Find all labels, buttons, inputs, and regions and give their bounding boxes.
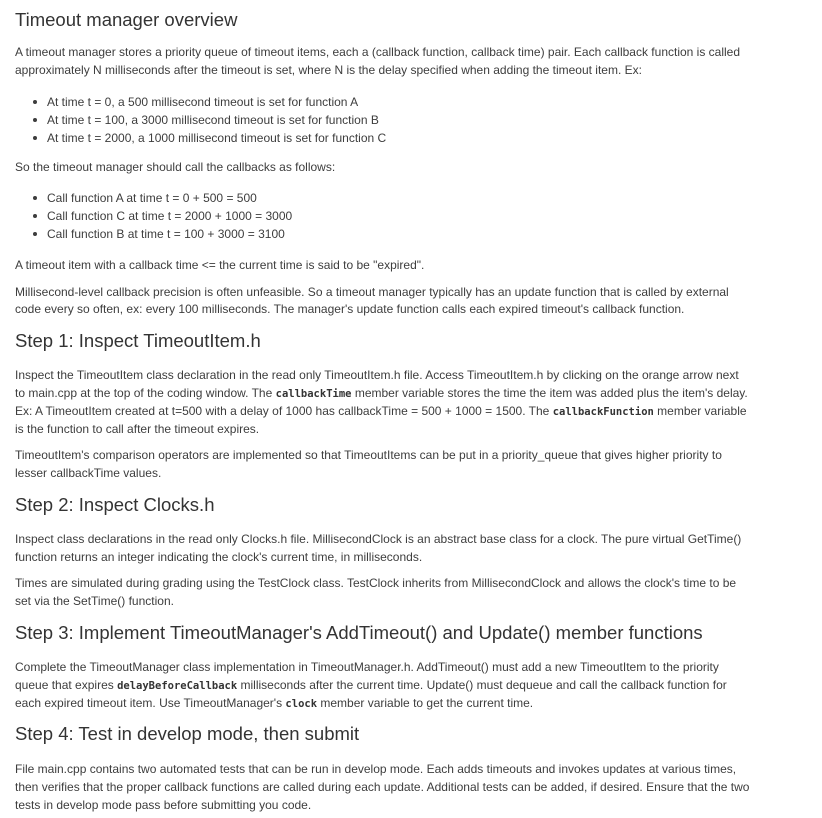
clock-code: clock (285, 698, 318, 710)
list-item: Call function B at time t = 100 + 3000 = 3100 (33, 225, 292, 243)
step1-para2-line-2: lesser callbackTime values. (15, 466, 162, 480)
precision-line-2: code every so often, ex: every 100 milliseconds. The manager's update function calls each expired timeout's callback function. (15, 302, 685, 316)
precision-line-1: Millisecond-level callback precision is often unfeasible. So a timeout manager typically has an update function that is called by external (15, 285, 729, 299)
overview-intro-line-1: A timeout manager stores a priority queue of timeout items, each a (callback function, callback time) pair. Each callback function is called (15, 45, 741, 59)
step1-line-1: Inspect the TimeoutItem class declaration in the read only TimeoutItem.h file. Access TimeoutItem.h by clicking on the orange arrow next (15, 368, 739, 382)
list-item: Call function C at time t = 2000 + 1000 = 3000 (33, 207, 292, 225)
list-item: At time t = 2000, a 1000 millisecond timeout is set for function C (33, 129, 386, 147)
step2-heading: Step 2: Inspect Clocks.h (15, 494, 215, 515)
list-item: At time t = 100, a 3000 millisecond timeout is set for function B (33, 111, 386, 129)
step1-line-4: is the function to call after the timeout expires. (15, 422, 260, 436)
step2-para2-line-1: Times are simulated during grading using the TestClock class. TestClock inherits from MillisecondClock and allows the clock's time to be (15, 576, 737, 590)
list-item: At time t = 0, a 500 millisecond timeout is set for function A (33, 93, 386, 111)
step1-heading: Step 1: Inspect TimeoutItem.h (15, 330, 261, 351)
list-item: Call function A at time t = 0 + 500 = 500 (33, 189, 292, 207)
callbacktime-code: callbackTime (275, 388, 352, 400)
example-timeouts-list (33, 93, 386, 147)
step1-para2-line-1: TimeoutItem's comparison operators are implemented so that TimeoutItems can be put in a priority_queue that gives higher priority to (15, 448, 722, 462)
step2-para2-line-2: set via the SetTime() function. (15, 594, 174, 608)
expired-definition: A timeout item with a callback time <= the current time is said to be "expired". (15, 258, 425, 272)
step3-line-2: queue that expires delayBeforeCallback milliseconds after the current time. Update() must dequeue and call the callback function for (15, 678, 727, 692)
overview-heading: Timeout manager overview (15, 9, 238, 30)
callbackfunction-code: callbackFunction (552, 406, 654, 418)
step1-line-3: Ex: A TimeoutItem created at t=500 with a delay of 1000 has callbackTime = 500 + 1000 = 1500. The callbackFunction member variable (15, 404, 747, 418)
step4-heading: Step 4: Test in develop mode, then submit (15, 723, 360, 744)
step2-line-2: function returns an integer indicating the clock's current time, in milliseconds. (15, 550, 423, 564)
overview-intro-line-2: approximately N milliseconds after the timeout is set, where N is the delay specified when adding the timeout item. Ex: (15, 63, 642, 77)
step3-heading: Step 3: Implement TimeoutManager's AddTimeout() and Update() member functions (15, 622, 703, 643)
callback-order-list (33, 189, 292, 243)
step4-line-3: tests in develop mode pass before submitting you code. (15, 798, 312, 812)
step1-line-2: to main.cpp at the top of the coding window. The callbackTime member variable stores the time the item was added plus the item's delay. (15, 386, 748, 400)
step4-line-2: then verifies that the proper callback functions are called during each update. Additional tests can be added, if desired. Ensure that the two (15, 780, 750, 794)
step3-line-1: Complete the TimeoutManager class implementation in TimeoutManager.h. AddTimeout() must add a new TimeoutItem to the priority (15, 660, 719, 674)
so-text: So the timeout manager should call the callbacks as follows: (15, 160, 336, 174)
step3-line-3: each expired timeout item. Use TimeoutManager's clock member variable to get the current time. (15, 696, 534, 710)
step2-line-1: Inspect class declarations in the read only Clocks.h file. MillisecondClock is an abstract base class for a clock. The pure virtual GetTime() (15, 532, 742, 546)
delaybeforecallback-code: delayBeforeCallback (117, 680, 238, 692)
step4-line-1: File main.cpp contains two automated tests that can be run in develop mode. Each adds timeouts and invokes updates at various times, (15, 762, 737, 776)
